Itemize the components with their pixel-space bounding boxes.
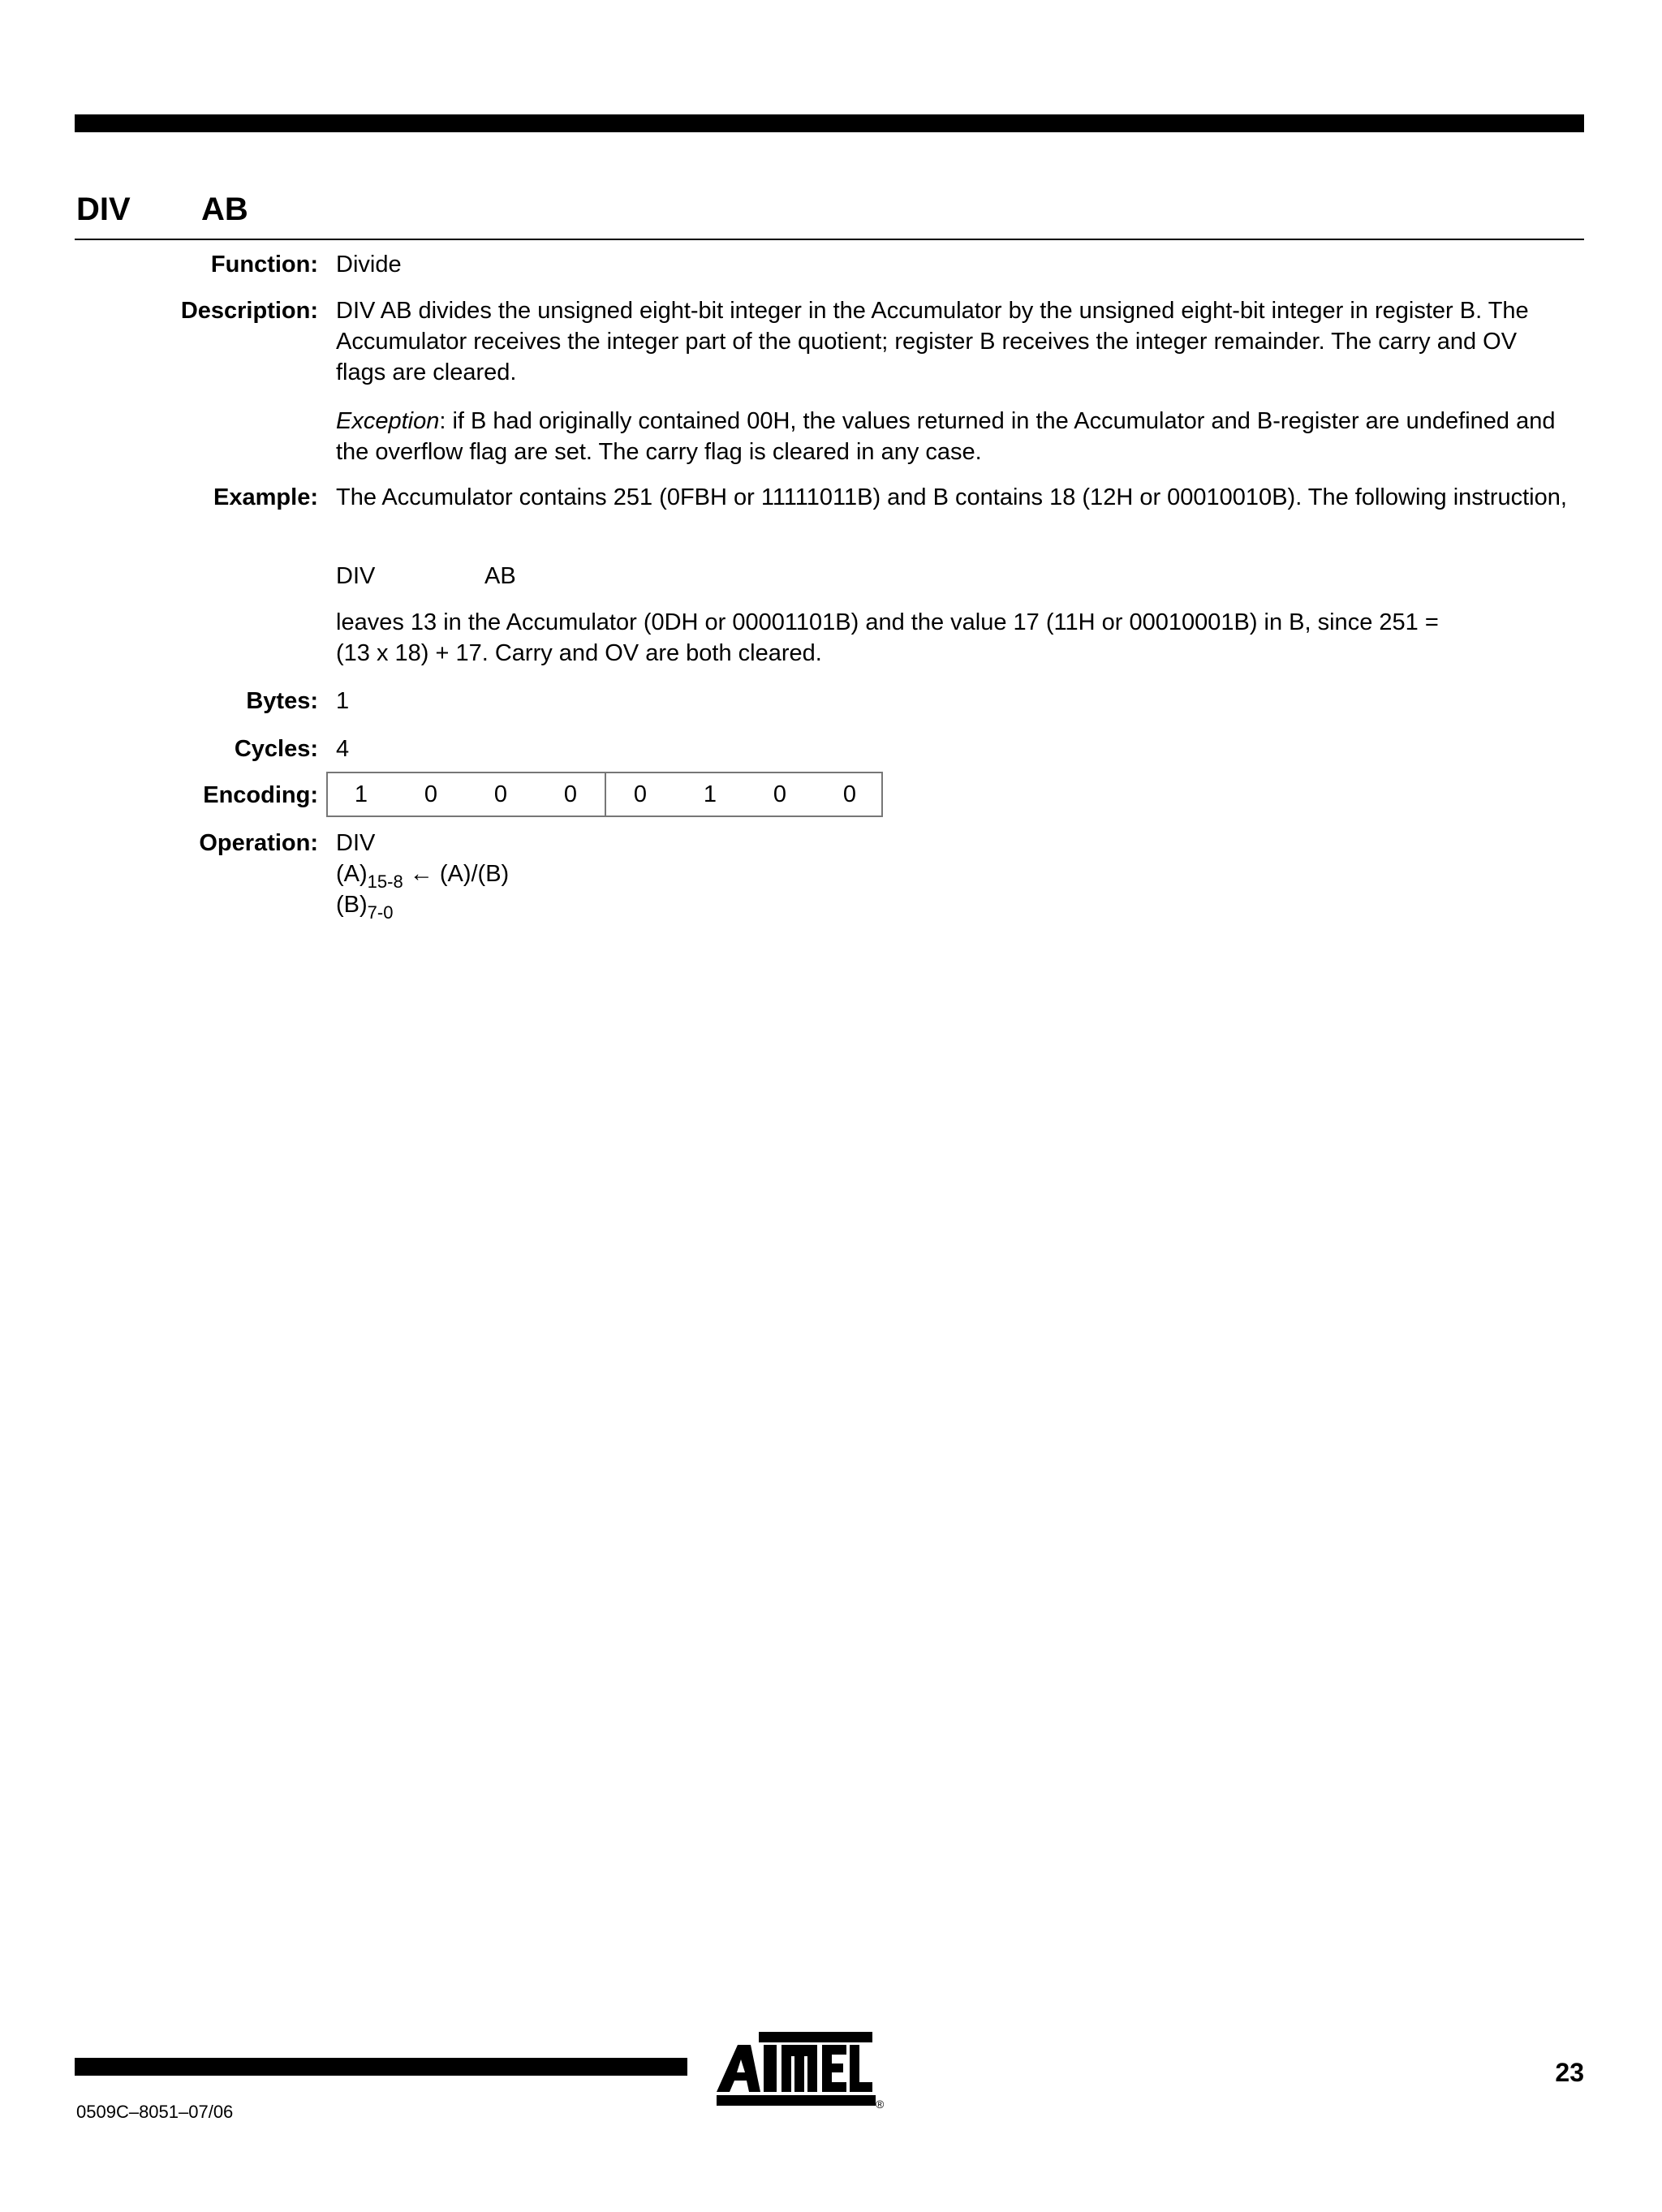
operation-register-b: (B) bbox=[336, 892, 368, 918]
bytes-label: Bytes: bbox=[246, 688, 318, 714]
example-label: Example: bbox=[213, 484, 318, 510]
document-code: 0509C–8051–07/06 bbox=[76, 2102, 234, 2122]
exception-word: Exception bbox=[336, 408, 440, 434]
logo-top-bar bbox=[759, 2032, 872, 2042]
operation-register-b-subscript: 7-0 bbox=[367, 902, 394, 923]
footer-rule-bar bbox=[75, 2058, 687, 2076]
encoding-bit: 0 bbox=[773, 781, 787, 807]
encoding-bit: 1 bbox=[703, 781, 717, 807]
function-label: Function: bbox=[210, 252, 318, 278]
encoding-bit: 1 bbox=[354, 781, 368, 807]
encoding-bit: 0 bbox=[633, 781, 648, 807]
operation-line-1 bbox=[336, 859, 509, 891]
description-label: Description: bbox=[180, 298, 318, 324]
encoding-bit: 0 bbox=[493, 781, 508, 807]
instruction-mnemonic: DIV bbox=[76, 192, 131, 227]
header-rule-bar bbox=[75, 114, 1584, 132]
example-intro: The Accumulator contains 251 (0FBH or 11111011B) and B contains 18 (12H or 00010010B). The following instruction, bbox=[336, 484, 1567, 510]
cycles-label: Cycles: bbox=[234, 736, 318, 762]
operation-line-2 bbox=[336, 889, 393, 922]
operation-accumulator: (A) bbox=[336, 861, 368, 887]
instruction-operand: AB bbox=[201, 192, 248, 227]
title-underline bbox=[75, 239, 1584, 240]
encoding-label: Encoding: bbox=[203, 782, 318, 808]
bytes-value: 1 bbox=[336, 688, 350, 714]
logo-bottom-bar bbox=[717, 2095, 876, 2106]
exception-paragraph bbox=[336, 406, 1569, 467]
function-value: Divide bbox=[336, 252, 402, 278]
encoding-nibble-divider bbox=[605, 772, 606, 817]
encoding-bit: 0 bbox=[424, 781, 438, 807]
operation-assignment: ← (A)/(B) bbox=[403, 861, 510, 887]
logo-registered-mark: ® bbox=[876, 2098, 885, 2110]
operation-accumulator-subscript: 15-8 bbox=[367, 871, 403, 892]
exception-text: : if B had originally contained 00H, the values returned in the Accumulator and B-register are undefined and the overflow flag are set. The carry flag is cleared in any case. bbox=[336, 408, 1556, 465]
operation-label: Operation: bbox=[199, 830, 318, 856]
example-result: leaves 13 in the Accumulator (0DH or 00001101B) and the value 17 (11H or 00010001B) in B, since 251 = (13 x 18) + 17. Carry and OV are both cleared. bbox=[336, 609, 1439, 666]
description-text: DIV AB divides the unsigned eight-bit integer in the Accumulator by the unsigned eight-bit integer in register B. The Accumulator receives the integer part of the quotient; register B receives the integer remainder. The carry and OV flags are cleared. bbox=[336, 298, 1529, 385]
page-number: 23 bbox=[1555, 2058, 1584, 2087]
cycles-value: 4 bbox=[336, 736, 350, 762]
operation-name: DIV bbox=[336, 830, 376, 856]
example-code-operand: AB bbox=[484, 563, 516, 589]
atmel-logo bbox=[710, 2029, 887, 2110]
encoding-bit: 0 bbox=[842, 781, 857, 807]
encoding-bit: 0 bbox=[563, 781, 578, 807]
example-code-mnemonic: DIV bbox=[336, 563, 376, 589]
